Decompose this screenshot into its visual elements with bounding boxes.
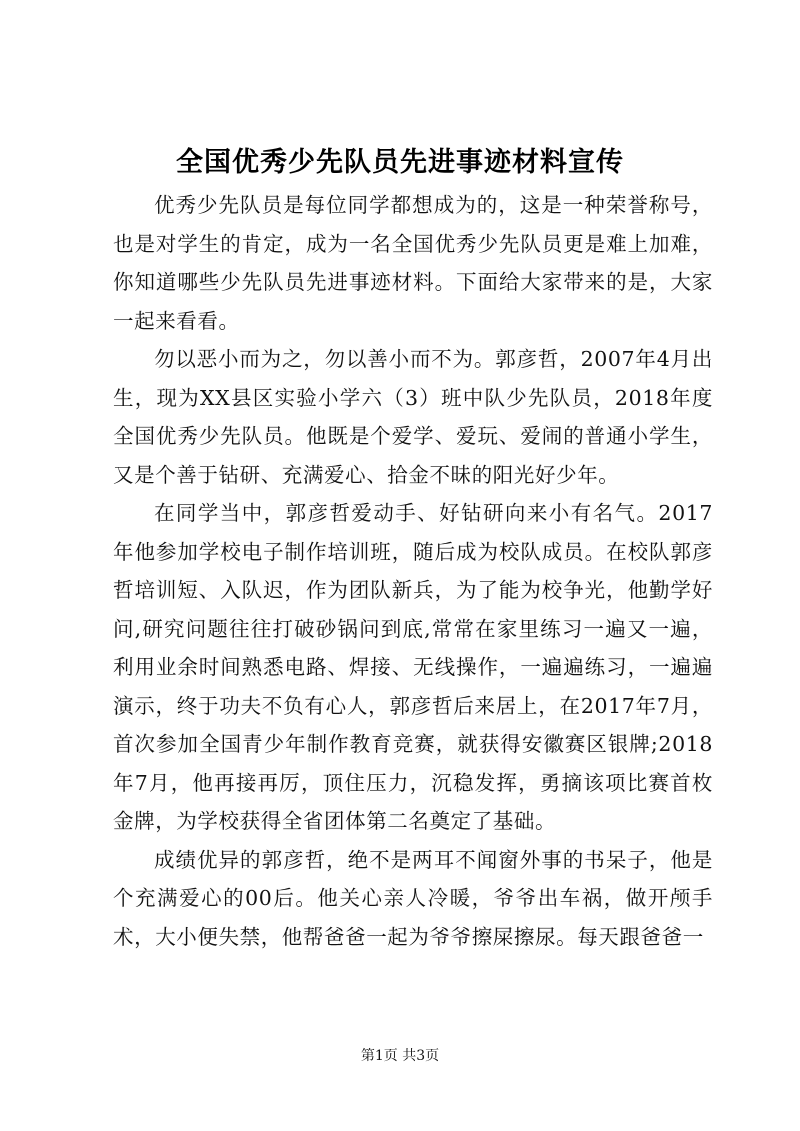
page-number-footer: 第1页 共3页	[360, 1048, 440, 1064]
document-title: 全国优秀少先队员先进事迹材料宣传	[176, 147, 624, 178]
paragraph-achievements: 在同学当中，郭彦哲爱动手、好钻研向来小有名气。2017年他参加学校电子制作培训班，随后成为校队成员。在校队郭彦哲培训短、入队迟，作为团队新兵，为了能为校争光，他勤学好问,研究问题往往打破砂锅问到底,常常在家里练习一遍又一遍，利用业余时间熟悉电路、焊接、无线操作，一遍遍练习，一遍遍演示，终于功夫不负有心人，郭彦哲后来居上，在2017年7月，首次参加全国青少年制作教育竞赛，就获得安徽赛区银牌;2018年7月，他再接再厉，顶住压力，沉稳发挥，勇摘该项比赛首枚金牌，为学校获得全省团体第二名奠定了基础。	[113, 501, 713, 833]
paragraph-caring: 成绩优异的郭彦哲，绝不是两耳不闻窗外事的书呆子，他是个充满爱心的00后。他关心亲人冷暖，爷爷出车祸，做开颅手术，大小便失禁，他帮爸爸一起为爷爷擦屎擦尿。每天跟爸爸一	[113, 847, 713, 949]
paragraph-intro: 优秀少先队员是每位同学都想成为的，这是一种荣誉称号，也是对学生的肯定，成为一名全国优秀少先队员更是难上加难，你知道哪些少先队员先进事迹材料。下面给大家带来的是，大家一起来看看。	[113, 193, 713, 333]
paragraph-profile: 勿以恶小而为之，勿以善小而不为。郭彦哲，2007年4月出生，现为XX县区实验小学六（3）班中队少先队员，2018年度全国优秀少先队员。他既是个爱学、爱玩、爱闹的普通小学生，又是个善于钻研、充满爱心、拾金不昧的阳光好少年。	[113, 347, 713, 487]
document-body	[113, 186, 713, 956]
